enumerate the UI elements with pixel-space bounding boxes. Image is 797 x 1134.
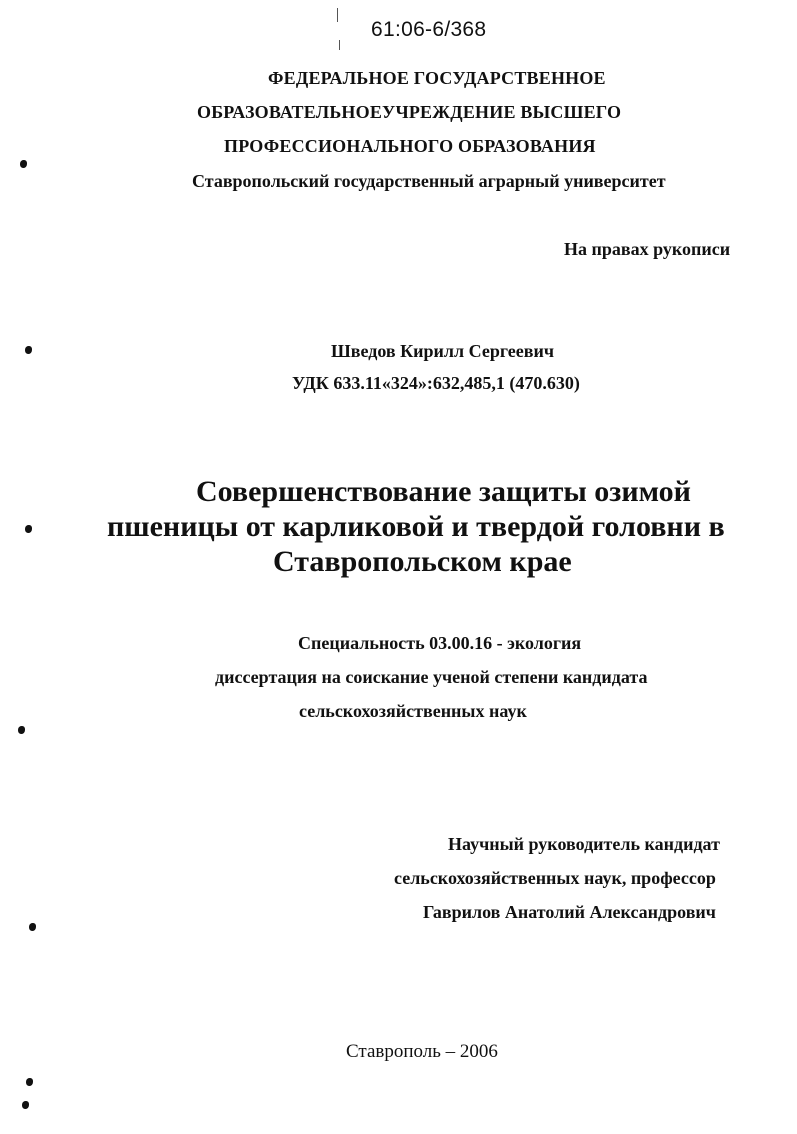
binding-hole-mark xyxy=(22,1101,29,1109)
title-line-3: Ставропольском крае xyxy=(273,545,572,578)
binding-hole-mark xyxy=(18,726,25,734)
binding-hole-mark xyxy=(26,1078,33,1086)
scan-speck xyxy=(339,40,340,50)
degree-line-1: диссертация на соискание ученой степени кандидата xyxy=(215,667,648,687)
supervisor-line-2: сельскохозяйственных наук, профессор xyxy=(394,868,716,888)
supervisor-line-1: Научный руководитель кандидат xyxy=(448,834,720,854)
manuscript-note: На правах рукописи xyxy=(564,239,731,259)
binding-hole-mark xyxy=(25,346,32,354)
udc-code: УДК 633.11«324»:632,485,1 (470.630) xyxy=(292,373,580,393)
scan-speck xyxy=(337,8,338,22)
binding-hole-mark xyxy=(20,160,27,168)
specialty: Специальность 03.00.16 - экология xyxy=(298,633,582,653)
author-name: Шведов Кирилл Сергеевич xyxy=(331,341,554,361)
title-line-2: пшеницы от карликовой и твердой головни в xyxy=(107,510,725,543)
university-name: Ставропольский государственный аграрный университет xyxy=(192,171,666,191)
header-line-2: ОБРАЗОВАТЕЛЬНОЕУЧРЕЖДЕНИЕ ВЫСШЕГО xyxy=(197,102,622,122)
binding-hole-mark xyxy=(29,923,36,931)
supervisor-name: Гаврилов Анатолий Александрович xyxy=(423,902,716,922)
shelf-mark: 61:06-6/368 xyxy=(371,18,487,41)
header-line-1: ФЕДЕРАЛЬНОЕ ГОСУДАРСТВЕННОЕ xyxy=(268,68,606,88)
header-line-3: ПРОФЕССИОНАЛЬНОГО ОБРАЗОВАНИЯ xyxy=(224,136,596,156)
title-line-1: Совершенствование защиты озимой xyxy=(196,475,691,508)
degree-line-2: сельскохозяйственных наук xyxy=(299,701,527,721)
binding-hole-mark xyxy=(25,525,32,533)
city-year: Ставрополь – 2006 xyxy=(346,1041,498,1062)
